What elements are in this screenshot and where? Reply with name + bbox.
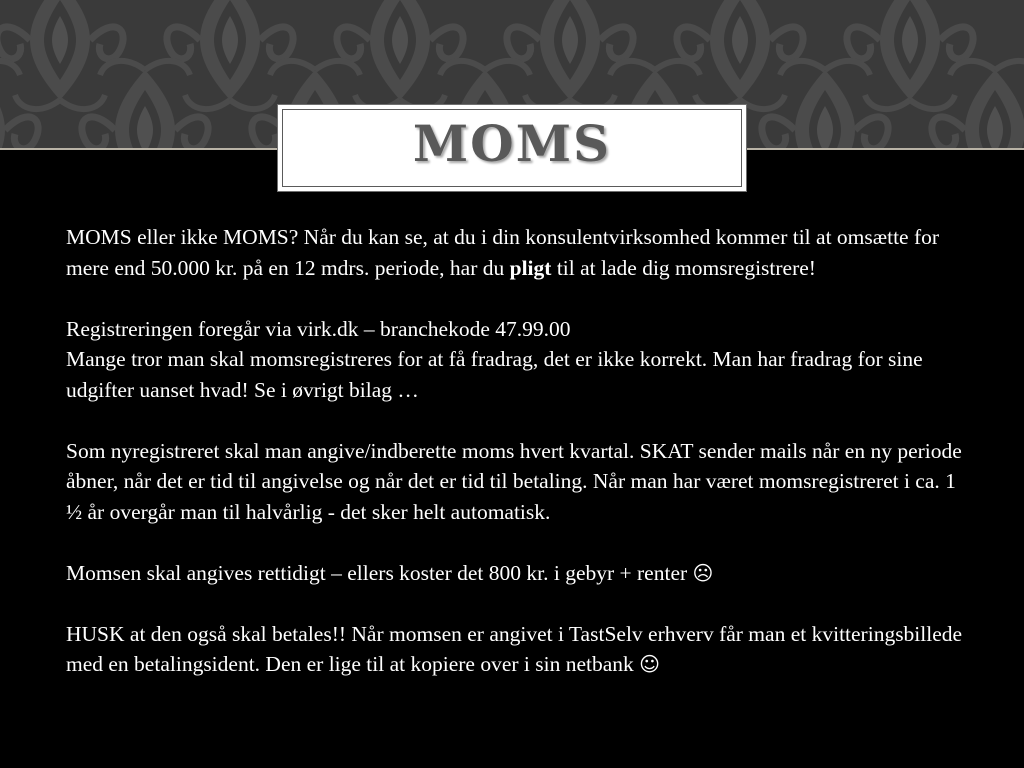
smiley-face-icon: ☺ [639,652,661,676]
paragraph-text: Momsen skal angives rettidigt – ellers koster det 800 kr. i gebyr + renter [66,560,693,585]
paragraph-text: HUSK at den også skal betales!! Når momsen er angivet i TastSelv erhverv får man et kvitteringsbillede med en betalingsident. Den er lige til at kopiere over i sin netbank [66,621,963,676]
title-box [277,104,747,192]
emphasis-text: pligt [509,255,552,280]
slide-body [66,222,966,680]
paragraph-text: MOMS eller ikke MOMS? Når du kan se, at du i din konsulentvirksomhed kommer til at omsætte for mere end 50.000 kr. på en 12 mdrs. periode, har du [66,225,940,280]
paragraph-registration-info: Registreringen foregår via virk.dk – branchekode 47.99.00 [66,316,571,341]
paragraph-deadline-info [66,558,966,589]
paragraph-reporting-info: Som nyregistreret skal man angive/indberette moms hvert kvartal. SKAT sender mails når en ny periode åbner, når det er tid til angivelse og når det er tid til betaling. Når man har været momsregistreret i ca. 1 ½ år overgår man til halvårlig - det sker helt automatisk. [66,438,962,524]
paragraph-payment-info [66,619,966,680]
sad-face-icon: ☹ [692,560,714,585]
paragraph-registration-requirement [66,222,966,283]
slide-title: MOMS [412,114,612,173]
paragraph-text: til at lade dig momsregistrere! [551,255,816,280]
paragraph-deduction-info: Mange tror man skal momsregistreres for at få fradrag, det er ikke korrekt. Man har fradrag for sine udgifter uanset hvad! Se i øvrigt bilag … [66,347,923,402]
